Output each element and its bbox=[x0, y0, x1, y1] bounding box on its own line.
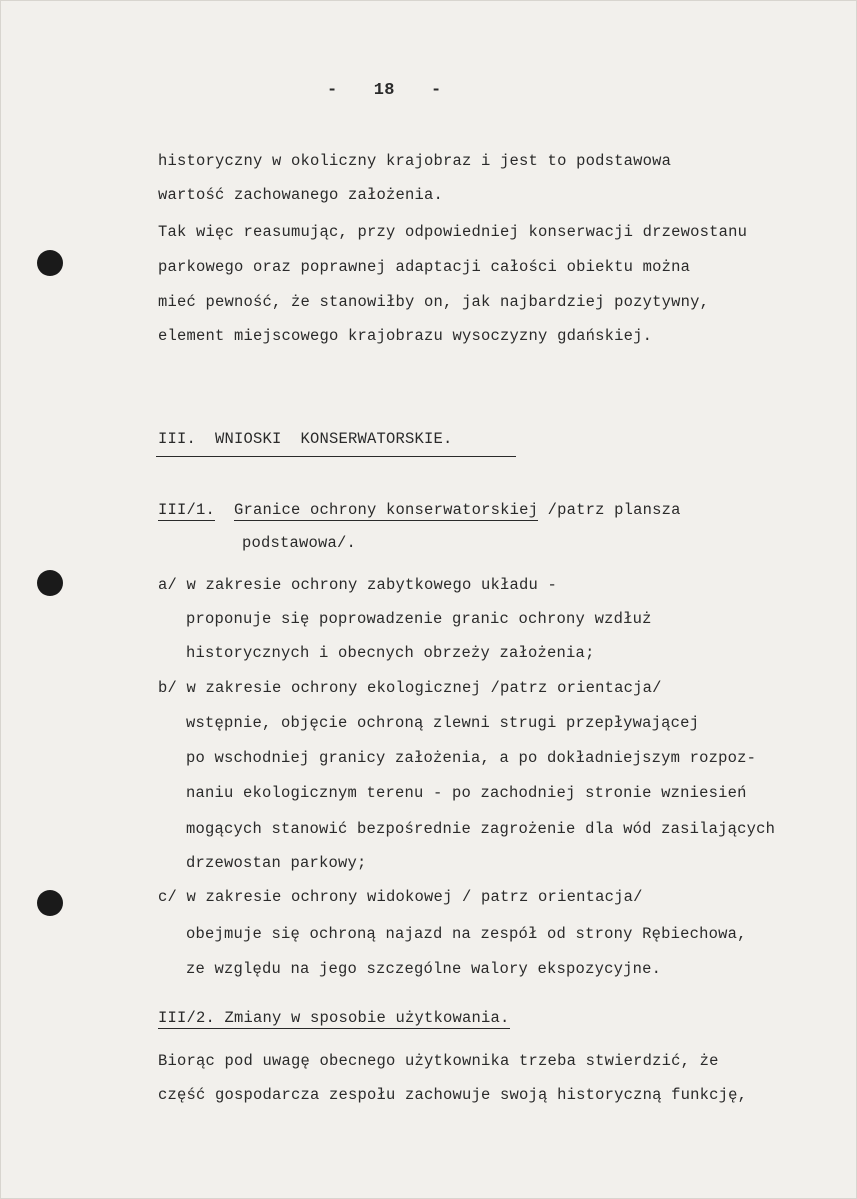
paragraph2-line1: Tak więc reasumując, przy odpowiedniej konserwacji drzewostanu bbox=[158, 223, 748, 241]
item-b-line2: wstępnie, objęcie ochroną zlewni strugi przepływającej bbox=[186, 714, 700, 732]
punch-hole-top bbox=[37, 250, 63, 276]
item-b-line4: naniu ekologicznym terenu - po zachodniej stronie wzniesień bbox=[186, 784, 747, 802]
paragraph2-line2: parkowego oraz poprawnej adaptacji całości obiektu można bbox=[158, 258, 691, 276]
subsection2-heading-text: III/2. Zmiany w sposobie użytkowania. bbox=[158, 1009, 510, 1027]
subsection1-heading-num: III/1. bbox=[158, 501, 216, 519]
item-b-line3: po wschodniej granicy założenia, a po dokładniejszym rozpoz- bbox=[186, 749, 757, 767]
paragraph2-line4: element miejscowego krajobrazu wysoczyzny gdańskiej. bbox=[158, 327, 653, 345]
section-heading-underline bbox=[156, 456, 516, 457]
paragraph1-line1: historyczny w okoliczny krajobraz i jest to podstawowa bbox=[158, 152, 672, 170]
paragraph1-line2: wartość zachowanego założenia. bbox=[158, 186, 444, 204]
item-c-line1: c/ w zakresie ochrony widokowej / patrz orientacja/ bbox=[158, 888, 643, 906]
subsection1-heading-rest: /patrz plansza bbox=[538, 501, 681, 519]
item-a-line1: a/ w zakresie ochrony zabytkowego układu - bbox=[158, 576, 558, 594]
paragraph3-line1: Biorąc pod uwagę obecnego użytkownika trzeba stwierdzić, że bbox=[158, 1052, 719, 1070]
item-b-line5: mogących stanowić bezpośrednie zagrożenie dla wód zasilających bbox=[186, 820, 776, 838]
paragraph2-line3: mieć pewność, że stanowiłby on, jak najbardziej pozytywny, bbox=[158, 293, 710, 311]
paragraph3-line2: część gospodarcza zespołu zachowuje swoją historyczną funkcję, bbox=[158, 1086, 748, 1104]
section-heading: III. WNIOSKI KONSERWATORSKIE. bbox=[158, 430, 453, 448]
item-a-line3: historycznych i obecnych obrzeży założenia; bbox=[186, 644, 595, 662]
punch-hole-middle bbox=[37, 570, 63, 596]
page-number: - 18 - bbox=[327, 81, 442, 100]
item-c-line3: ze względu na jego szczególne walory ekspozycyjne. bbox=[186, 960, 662, 978]
item-c-line2: obejmuje się ochroną najazd na zespół od strony Rębiechowa, bbox=[186, 925, 747, 943]
item-b-line6: drzewostan parkowy; bbox=[186, 854, 367, 872]
punch-hole-bottom bbox=[37, 890, 63, 916]
subsection1-heading-title: Granice ochrony konserwatorskiej bbox=[234, 501, 539, 519]
subsection1-heading-cont: podstawowa/. bbox=[242, 534, 357, 552]
subsection2-heading bbox=[158, 1008, 510, 1028]
subsection1-heading bbox=[158, 500, 681, 520]
item-b-line1: b/ w zakresie ochrony ekologicznej /patrz orientacja/ bbox=[158, 679, 662, 697]
item-a-line2: proponuje się poprowadzenie granic ochrony wzdłuż bbox=[186, 610, 652, 628]
